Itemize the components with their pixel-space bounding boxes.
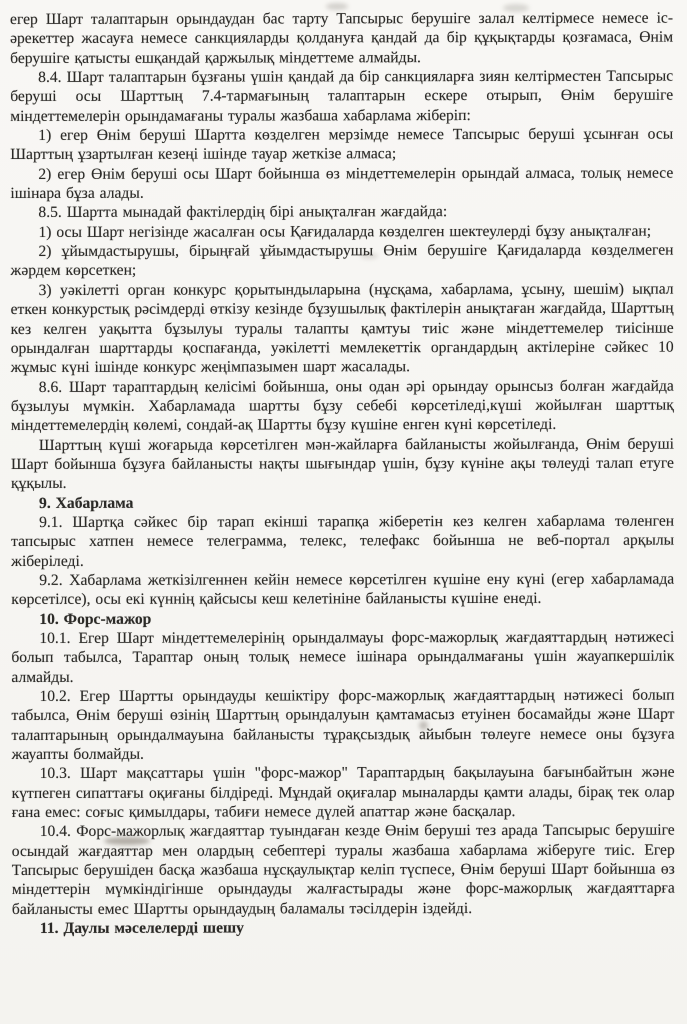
paragraph: 2) егер Өнім беруші осы Шарт бойынша өз міндеттемелерін орындай алмаса, толық немесе ішінара бұза алады. <box>10 164 674 203</box>
paragraph: 8.6. Шарт тараптардың келісімі бойынша, оны одан әрі орындау орынсыз болған жағдайда бұзылуы мүмкін. Хабарламада шартты бұзу себебі көрсетіледі,күші жойылған шарттық міндеттемелердің көлемі, сондай-ақ Шартты бұзу күшіне енген күні көрсетіледі. <box>10 377 674 435</box>
paragraph: Шарттың күші жоғарыда көрсетілген мән-жайларға байланысты жойылғанда, Өнім беруші Шарт бойынша бұзуға байланысты нақты шығындар үшін, бұзу күніне ақы төлеуді талап етуге құқылы. <box>10 435 674 493</box>
paragraph: 2) ұйымдастырушы, бірыңғай ұйымдастырушы Өнім берушіге Қағидаларда көзделмеген жәрдем көрсеткен; <box>10 241 674 280</box>
section-heading: 11. Даулы мәселелерді шешу <box>39 919 244 938</box>
paragraph: 10.1. Егер Шарт міндеттемелерінің орындалмауы форс-мажорлық жағдаяттардың нәтижесі болып табылса, Тараптар оның толық немесе ішінара орындалмағаны үшін жауапкершілік алмайды. <box>11 628 675 686</box>
paragraph: 8.4. Шарт талаптарын бұзғаны үшін қандай да бір санкцияларға зиян келтірместен Тапсырыс беруші осы Шарттың 7.4-тармағының талаптарын ескере отырып, Өнім берушіге міндеттемелерін орындамағаны туралы жазбаша хабарлама жіберіп: <box>10 67 674 125</box>
paragraph: 10.3. Шарт мақсаттары үшін "форс-мажор" Тараптардың бақылауына бағынбайтын және күтпеген сипаттағы оқиғаны білдіреді. Мұндай оқиғалар мыналарды қамти алады, бірақ тек олар ғана емес: соғыс қимылдары, табиғи немесе дүлей апаттар және басқалар. <box>11 764 675 822</box>
section-heading: 9. Хабарлама <box>39 494 134 512</box>
paragraph: 3) уәкілетті орган конкурс қорытындыларына (нұсқама, хабарлама, ұсыну, шешім) ықпал еткен конкурстық рәсімдерді өткізу кезінде бұзушылық фактілерін анықтаған жағдайда, Шарттың кез келген уақытта бұзылуы туралы талапты қамтуы тиіс және міндеттемелер тиісінше орындалған шарттарды қоспағанда, уәкілетті мемлекеттік органдардың актілеріне сәйкес 10 жұмыс күні ішінде конкурс жеңімпазымен шарт жасалады. <box>10 280 674 377</box>
document-body <box>10 9 675 939</box>
paragraph: 1) егер Өнім беруші Шартта көзделген мерзімде немесе Тапсырыс беруші ұсынған осы Шарттың ұзартылған кезеңі ішінде тауар жеткізе алмаса; <box>10 125 674 164</box>
paragraph: 10.4. Форс-мажорлық жағдаяттар туындаған кезде Өнім беруші тез арада Тапсырыс берушіге осындай жағдаяттар мен олардың себептері туралы жазбаша хабарлама жіберуге тиіс. Егер Тапсырыс берушіден басқа жазбаша нұсқаулықтар келіп түспесе, Өнім беруші Шарт бойынша өз міндеттерін мүмкіндігінше орындауды жалғастырады және форс-мажорлық жағдаяттарға байланысты емес Шартты орындаудың баламалы тәсілдерін іздейді. <box>11 822 675 918</box>
section-heading: 10. Форс-мажор <box>39 610 152 628</box>
paragraph: 9.1. Шартқа сәйкес бір тарап екінші тарапқа жіберетін кез келген хабарлама төленген тапсырыс хатпен немесе телеграмма, телекс, телефакс бойынша не веб-портал арқылы жіберіледі. <box>11 512 675 570</box>
paragraph: 1) осы Шарт негізінде жасалған осы Қағидаларда көзделген шектеулерді бұзу анықталған; <box>38 222 652 241</box>
paragraph: 10.2. Егер Шартты орындауды кешіктіру форс-мажорлық жағдаяттардың нәтижесі болып табылса, Өнім беруші өзінің Шарттың орындалуын қамтамасыз етуінен босамайды және Шарт талаптарының орындалмауына байланысты тұрақсыздық айыбын төлеуге немесе оны бұзуға жауапты болмайды. <box>11 686 675 764</box>
paragraph: егер Шарт талаптарын орындаудан бас тарту Тапсырыс берушіге залал келтірмесе немесе іс-әрекеттер жасауға немесе санкцияларды қолдануға қандай да бір құқықтарды қозғамаса, Өнім берушіге қатысты ешқандай қаржылық міндеттеме алмайды. <box>10 9 674 67</box>
paragraph: 8.5. Шартта мынадай фактілердің бірі анықталған жағдайда: <box>38 203 448 222</box>
paragraph: 9.2. Хабарлама жеткізілгеннен кейін немесе көрсетілген күшіне ену күні (егер хабарламада көрсетілсе), осы екі күннің қайсысы кеш келетініне байланысты күшіне енеді. <box>11 570 675 609</box>
